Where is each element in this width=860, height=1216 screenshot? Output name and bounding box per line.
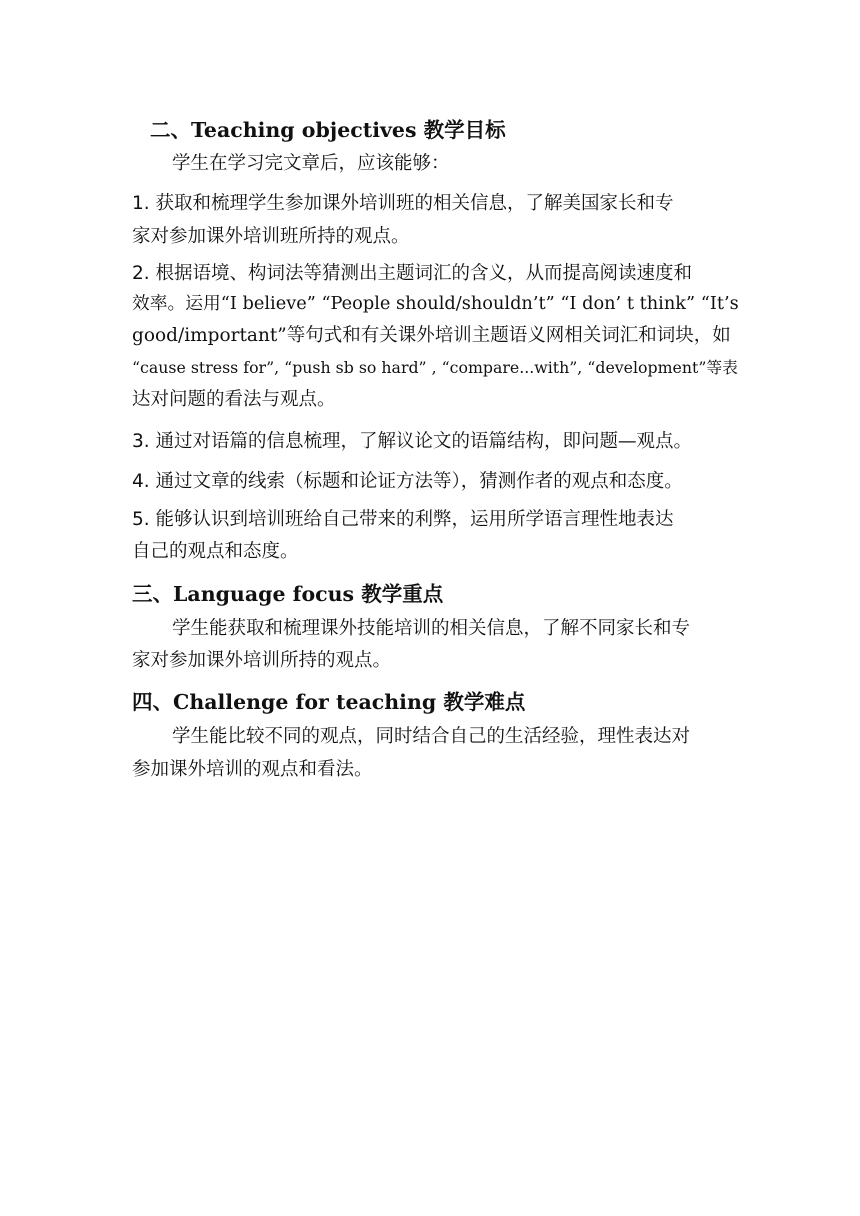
objective-4-text-1: 通过文章的线索（标题和论证方法等），猜测作者的观点和态度。: [155, 471, 683, 492]
objective-2-line-2: 效率。运用“I believe” “People should/shouldn’t” “I don’ t think” “It’s: [132, 294, 739, 314]
objective-2-text-1: 根据语境、构词法等猜测出主题词汇的含义，从而提高阅读速度和: [155, 263, 693, 284]
objective-5-number: 5.: [132, 509, 150, 530]
objective-3-line-1: [132, 430, 692, 454]
section-3-line-2: 家对参加课外培训所持的观点。: [132, 650, 392, 671]
section-2-intro: 学生在学习完文章后，应该能够：: [172, 153, 450, 174]
section-3-line-1: 学生能获取和梳理课外技能培训的相关信息，了解不同家长和专: [172, 618, 691, 639]
objective-3-text-1: 通过对语篇的信息梳理，了解议论文的语篇结构，即问题—观点。: [155, 431, 693, 452]
section-4-line-2: 参加课外培训的观点和看法。: [132, 759, 373, 780]
objective-4-number: 4.: [132, 471, 150, 492]
section-4-line-1: 学生能比较不同的观点，同时结合自己的生活经验，理性表达对: [172, 726, 691, 747]
objective-2-line-3: good/important”等句式和有关课外培训主题语义网相关词汇和词块，如: [132, 325, 731, 346]
objective-5-line-2: 自己的观点和态度。: [132, 541, 299, 562]
objective-1-number: 1.: [132, 193, 150, 214]
objective-1-text-1: 获取和梳理学生参加课外培训班的相关信息，了解美国家长和专: [155, 193, 674, 214]
objective-3-number: 3.: [132, 431, 150, 452]
objective-4-line-1: [132, 470, 683, 494]
objective-1-line-2: 家对参加课外培训班所持的观点。: [132, 226, 410, 247]
section-2-heading: 二、Teaching objectives 教学目标: [150, 118, 506, 142]
objective-2-line-1: [132, 262, 692, 286]
objective-5-line-1: [132, 508, 674, 532]
objective-5-text-1: 能够认识到培训班给自己带来的利弊，运用所学语言理性地表达: [155, 509, 674, 530]
section-4-heading: 四、Challenge for teaching 教学难点: [132, 690, 526, 714]
objective-2-line-4: “cause stress for”, “push sb so hard” , “compare...with”, “development”等表: [132, 358, 738, 377]
objective-1-line-1: [132, 192, 674, 216]
section-3-heading: 三、Language focus 教学重点: [132, 582, 444, 606]
objective-2-line-5: 达对问题的看法与观点。: [132, 389, 336, 410]
objective-2-number: 2.: [132, 263, 150, 284]
